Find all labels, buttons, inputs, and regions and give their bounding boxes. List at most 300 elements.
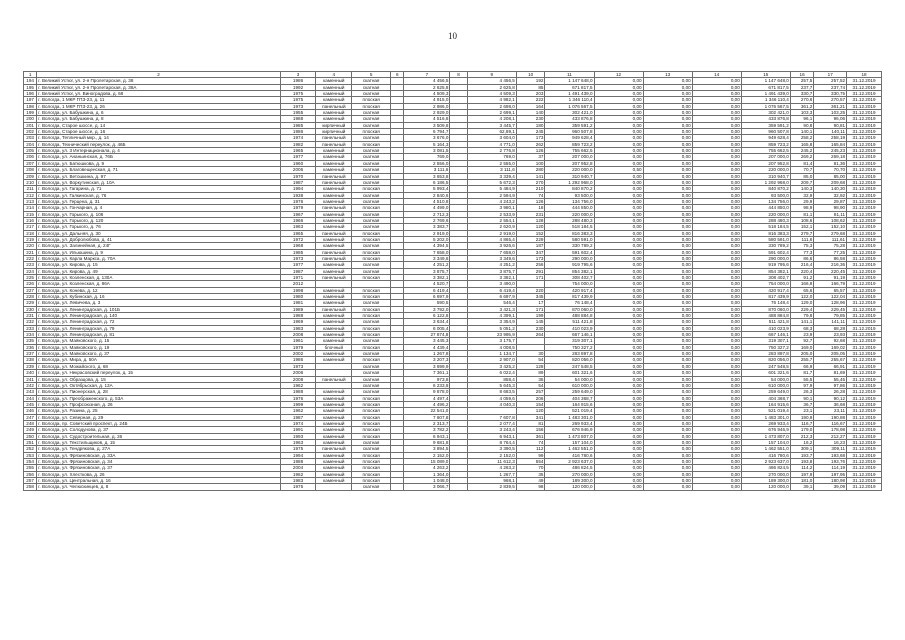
cell-area-living: 7 607,8 (467, 414, 516, 420)
cell-cost: 840 870,2 (545, 186, 594, 192)
cell-wall-material: каменный (316, 91, 352, 97)
cell-col-17: 212,27 (814, 433, 847, 439)
cell-num: 196 (24, 91, 37, 97)
cell-col-12: 0,00 (594, 465, 643, 471)
cell-col-14: 0,00 (692, 148, 741, 154)
cell-area-living: 1 267,7 (467, 471, 516, 477)
cell-address: г. Вологда, ул. Судостроительная, д. 26 (37, 433, 280, 439)
cell-col-17: 96,06 (814, 116, 847, 122)
cell-area-living: 6 697,9 (467, 294, 516, 300)
cell-address: г. Великий Устюг, ул. Виноградова, д. 68 (37, 91, 280, 97)
cell-col-12: 0,00 (594, 110, 643, 116)
cell-cost: 671 817,5 (545, 84, 594, 90)
cell-col-12: 0,00 (594, 389, 643, 395)
cell-col-16: 140,1 (790, 129, 814, 135)
cell-num: 223 (24, 262, 37, 268)
cell-year: 1999 (280, 401, 316, 407)
cell-col-14: 0,00 (692, 319, 741, 325)
cell-year: 1963 (280, 439, 316, 445)
cell-area-total: 4 263,2 (404, 465, 450, 471)
cell-col-13: 0,00 (643, 452, 692, 458)
cell-col-13: 0,00 (643, 427, 692, 433)
cell-year: 2008 (280, 376, 316, 382)
cell-col-14: 0,00 (692, 249, 741, 255)
cell-col-17: 39,09 (814, 484, 847, 490)
cell-cost: 1 346 110,4 (545, 97, 594, 103)
cell-residents: 89 (516, 370, 545, 376)
cell-area-living: 4 865,4 (467, 236, 516, 242)
cell-year: 1994 (280, 452, 316, 458)
cell-col-13: 0,00 (643, 97, 692, 103)
cell-roof-type: скатная (352, 224, 391, 230)
cell-col-13: 0,00 (643, 186, 692, 192)
cell-total-cost: 1 462 551,0 (741, 446, 790, 452)
cell-year: 2006 (280, 370, 316, 376)
cell-col-17: 81,69 (814, 370, 847, 376)
cell-total-cost: 404 368,7 (741, 395, 790, 401)
building-register-table (23, 71, 882, 491)
cell-col-16: 111,6 (790, 236, 814, 242)
cell-date: 31.12.2019 (847, 103, 882, 109)
cell-area-living: 1 134,7 (467, 351, 516, 357)
cell-area-total: 590,5 (404, 300, 450, 306)
cell-roof-type: скатная (352, 91, 391, 97)
cell-total-cost: 840 870,2 (741, 186, 790, 192)
cell-address: г. Вологда, ул. 3 Интернационала, д. 4 (37, 148, 280, 154)
cell-date: 31.12.2019 (847, 192, 882, 198)
cell-residents: 81 (516, 420, 545, 426)
cell-total-cost: 919 795,6 (741, 262, 790, 268)
cell-col-17: 75,28 (814, 243, 847, 249)
cell-date: 31.12.2019 (847, 458, 882, 464)
cell-year: 1998 (280, 287, 316, 293)
cell-address: г. Вологда, пр. Советский проспект, д. 24Б (37, 420, 280, 426)
cell-total-cost: 420 917,4 (741, 287, 790, 293)
column-number: 14 (692, 72, 741, 78)
cell-roof-type: скатная (352, 268, 391, 274)
cell-col-14: 0,00 (692, 129, 741, 135)
cell-roof-type: скатная (352, 84, 391, 90)
cell-col-13: 0,00 (643, 198, 692, 204)
cell-col-13: 0,00 (643, 110, 692, 116)
cell-wall-material: панельный (316, 376, 352, 382)
cell-wall-material: панельный (316, 306, 352, 312)
cell-col-12: 0,00 (594, 427, 643, 433)
cell-col-14: 0,00 (692, 141, 741, 147)
cell-col-16: 245,2 (790, 148, 814, 154)
cell-date: 31.12.2019 (847, 243, 882, 249)
cell-roof-type: скатная (352, 446, 391, 452)
cell-col-14: 0,00 (692, 484, 741, 490)
cell-col-12: 0,00 (594, 420, 643, 426)
cell-residents: 341 (516, 414, 545, 420)
cell-total-cost: 521 019,4 (741, 408, 790, 414)
cell-wall-material: каменный (316, 420, 352, 426)
cell-col-13: 0,00 (643, 160, 692, 166)
cell-col-12: 0,00 (594, 439, 643, 445)
cell-col-17: 86,58 (814, 255, 847, 261)
cell-col-17: 255,67 (814, 357, 847, 363)
cell-col-14: 0,00 (692, 465, 741, 471)
cell-area-living: 3 604,0 (467, 135, 516, 141)
cell-col-12: 0,00 (594, 97, 643, 103)
cell-total-cost: 207 000,0 (741, 154, 790, 160)
cell-address: г. Вологда, ул. Некрасовский переулок, д. 15 (37, 370, 280, 376)
cell-wall-material: каменный (316, 78, 352, 84)
cell-area-total: 2 712,3 (404, 211, 450, 217)
cell-num: 203 (24, 135, 37, 141)
cell-area-total: 7 361,1 (404, 370, 450, 376)
cell-cost: 290 000,0 (545, 255, 594, 261)
cell-area-total: 2 152,0 (404, 452, 450, 458)
cell-wall-material: кирпичный (316, 129, 352, 135)
cell-roof-type: плоская (352, 471, 391, 477)
cell-address: г. Вологда, ул. Ленинградская, д. 101Б (37, 306, 280, 312)
cell-cost: 288 480,3 (545, 217, 594, 223)
cell-num: 204 (24, 141, 37, 147)
cell-address: г. Вологда, ул. Тендрякова, д. 27А (37, 446, 280, 452)
cell-residents: 180 (516, 122, 545, 128)
cell-residents: 99 (516, 452, 545, 458)
cell-col-14: 0,00 (692, 224, 741, 230)
cell-area-living: 6 022,4 (467, 370, 516, 376)
cell-col-17: 81,36 (814, 160, 847, 166)
cell-col-17: 114,19 (814, 465, 847, 471)
cell-wall-material: панельный (316, 179, 352, 185)
cell-area-total: 3 349,6 (404, 255, 450, 261)
cell-roof-type: скатная (352, 110, 391, 116)
cell-wall-material: каменный (316, 236, 352, 242)
cell-col-16: 23,1 (790, 408, 814, 414)
cell-col-13: 0,00 (643, 338, 692, 344)
cell-area-total: 973,8 (404, 376, 450, 382)
cell-cost: 259 649,0 (545, 389, 594, 395)
cell-area-total: 4 516,8 (404, 116, 450, 122)
cell-date: 31.12.2019 (847, 465, 882, 471)
cell-col-12: 0,00 (594, 363, 643, 369)
cell-num: 195 (24, 84, 37, 90)
cell-cost: 310 940,7 (545, 173, 594, 179)
cell-col-16: 166,8 (790, 281, 814, 287)
cell-cost: 164 915,6 (545, 401, 594, 407)
cell-address: г. Вологда, Старое шоссе, д. 14 (37, 122, 280, 128)
cell-date: 31.12.2019 (847, 110, 882, 116)
cell-col-12: 0,00 (594, 458, 643, 464)
cell-cost: 302 421,0 (545, 110, 594, 116)
cell-col-12: 0,00 (594, 325, 643, 331)
cell-residents: 187 (516, 243, 545, 249)
cell-area-living: 4 982,1 (467, 97, 516, 103)
cell-cost: 580 591,0 (545, 236, 594, 242)
cell-col-12: 0,00 (594, 294, 643, 300)
cell-date: 31.12.2019 (847, 325, 882, 331)
cell-total-cost: 1 292 968,0 (741, 179, 790, 185)
cell-wall-material: блочный (316, 344, 352, 350)
cell-roof-type: скатная (352, 148, 391, 154)
cell-col-16: 55,5 (790, 376, 814, 382)
cell-cost: 157 104,0 (545, 439, 594, 445)
cell-wall-material: каменный (316, 160, 352, 166)
cell-wall-material: панельный (316, 173, 352, 179)
cell-col-13: 0,00 (643, 446, 692, 452)
cell-col-14: 0,00 (692, 110, 741, 116)
cell-num: 222 (24, 255, 37, 261)
cell-col-13: 0,00 (643, 357, 692, 363)
cell-num: 245 (24, 401, 37, 407)
cell-date: 31.12.2019 (847, 211, 882, 217)
cell-date: 31.12.2019 (847, 351, 882, 357)
cell-col-17: 193,68 (814, 452, 847, 458)
cell-area-total: 3 066,7 (404, 484, 450, 490)
cell-residents: 164 (516, 103, 545, 109)
cell-num: 249 (24, 427, 37, 433)
cell-address: г. Вологда, ул. Ветошкина, д. 97 (37, 173, 280, 179)
cell-num: 255 (24, 465, 37, 471)
cell-col-13: 0,00 (643, 91, 692, 97)
cell-address: г. Вологда, ул. Пионерская, д. 28 (37, 389, 280, 395)
cell-col-13: 0,00 (643, 351, 692, 357)
cell-area-total: 2 929,0 (404, 110, 450, 116)
cell-wall-material: каменный (316, 395, 352, 401)
cell-col-17: 220,45 (814, 268, 847, 274)
cell-num: 207 (24, 160, 37, 166)
cell-col-14: 0,00 (692, 116, 741, 122)
cell-total-cost: 310 940,7 (741, 173, 790, 179)
cell-cost: 667 146,1 (545, 332, 594, 338)
cell-col-14: 0,00 (692, 389, 741, 395)
cell-roof-type: плоская (352, 236, 391, 242)
cell-area-living: 3 111,6 (467, 167, 516, 173)
cell-col-14: 0,00 (692, 78, 741, 84)
cell-address: г. Вологда, ул. Козленская, д. 86А (37, 281, 280, 287)
cell-total-cost: 1 483 301,0 (741, 414, 790, 420)
cell-wall-material (316, 484, 352, 490)
cell-col-16: 181,0 (790, 478, 814, 484)
cell-area-total: 22 541,0 (404, 408, 450, 414)
cell-col-13: 0,00 (643, 376, 692, 382)
cell-col-13: 0,00 (643, 255, 692, 261)
cell-col-17: 26,28 (814, 389, 847, 395)
cell-col-16: 279,7 (790, 230, 814, 236)
cell-area-living: 546,4 (467, 300, 516, 306)
cell-wall-material: каменный (316, 433, 352, 439)
cell-residents: 85 (516, 84, 545, 90)
cell-address: г. Вологда, ул. Ленинградская, д. 140 (37, 313, 280, 319)
cell-col-16: 193,7 (790, 452, 814, 458)
cell-area-living: 4 008,5 (467, 344, 516, 350)
cell-col-13: 0,00 (643, 262, 692, 268)
cell-address: г. Вологда, ул. Преображенского, д. 53А (37, 395, 280, 401)
cell-col-16: 152,1 (790, 224, 814, 230)
cell-total-cost: 667 146,1 (741, 332, 790, 338)
cell-wall-material: каменный (316, 148, 352, 154)
cell-year: 1979 (280, 205, 316, 211)
cell-col-12: 0,00 (594, 313, 643, 319)
cell-col-17: 108,62 (814, 217, 847, 223)
cell-wall-material: кирпичный (316, 122, 352, 128)
cell-wall-material: каменный (316, 319, 352, 325)
cell-total-cost: 1 346 110,4 (741, 97, 790, 103)
cell-area-total: 2 769,6 (404, 217, 450, 223)
cell-residents: 140 (516, 110, 545, 116)
cell-area-living: 3 339,4 (467, 173, 516, 179)
cell-date: 31.12.2019 (847, 116, 882, 122)
cell-cost: 420 917,4 (545, 287, 594, 293)
cell-area-living: 3 382,1 (467, 275, 516, 281)
cell-area-living: 2 698,0 (467, 103, 516, 109)
cell-col-13: 0,00 (643, 173, 692, 179)
cell-wall-material: каменный (316, 471, 352, 477)
cell-total-cost: 220 000,0 (741, 211, 790, 217)
cell-address: г. Вологда, ул. Гончарная, д. 4 (37, 205, 280, 211)
cell-area-total: 4 394,5 (404, 243, 450, 249)
cell-roof-type: скатная (352, 173, 391, 179)
cell-total-cost: 511 421,8 (741, 319, 790, 325)
cell-col-17: 23,11 (814, 408, 847, 414)
cell-wall-material: каменный (316, 287, 352, 293)
cell-cost: 486 824,5 (545, 465, 594, 471)
cell-year: 1982 (280, 141, 316, 147)
cell-col-12: 0,00 (594, 319, 643, 325)
cell-area-total: 6 943,1 (404, 433, 450, 439)
cell-col-13: 0,00 (643, 103, 692, 109)
cell-total-cost: 319 307,1 (741, 338, 790, 344)
cell-col-13: 0,00 (643, 370, 692, 376)
cell-col-12: 0,00 (594, 338, 643, 344)
cell-date: 31.12.2019 (847, 376, 882, 382)
cell-roof-type: скатная (352, 439, 391, 445)
cell-roof-type: скатная (352, 243, 391, 249)
cell-num: 236 (24, 344, 37, 350)
cell-year: 1967 (280, 211, 316, 217)
cell-total-cost: 120 000,0 (741, 484, 790, 490)
cell-total-cost: 54 000,0 (741, 376, 790, 382)
cell-total-cost: 817 439,9 (741, 294, 790, 300)
cell-area-living: 2 152,0 (467, 452, 516, 458)
cell-year: 1975 (280, 97, 316, 103)
cell-col-12: 0,00 (594, 217, 643, 223)
cell-date: 31.12.2019 (847, 370, 882, 376)
cell-date: 31.12.2019 (847, 420, 882, 426)
cell-residents: 171 (516, 275, 545, 281)
cell-col-14: 0,00 (692, 452, 741, 458)
cell-area-total: 2 556,0 (404, 160, 450, 166)
cell-area-living: 11 612,3 (467, 458, 516, 464)
cell-num: 252 (24, 446, 37, 452)
cell-roof-type: скатная (352, 198, 391, 204)
column-number: 10 (516, 72, 545, 78)
cell-col-16: 86,6 (790, 255, 814, 261)
cell-col-13: 0,00 (643, 389, 692, 395)
cell-total-cost: 330 789,2 (741, 243, 790, 249)
cell-num: 201 (24, 122, 37, 128)
cell-col-12: 0,00 (594, 287, 643, 293)
cell-date: 31.12.2019 (847, 97, 882, 103)
cell-wall-material: каменный (316, 439, 352, 445)
cell-col-14: 0,00 (692, 420, 741, 426)
cell-col-14: 0,00 (692, 230, 741, 236)
cell-num: 221 (24, 249, 37, 255)
cell-col-13: 0,00 (643, 116, 692, 122)
cell-year: 1991 (280, 427, 316, 433)
cell-roof-type: плоская (352, 97, 391, 103)
cell-roof-type: плоская (352, 458, 391, 464)
cell-col-12: 0,00 (594, 446, 643, 452)
cell-col-16: 212,3 (790, 433, 814, 439)
cell-col-13: 0,00 (643, 408, 692, 414)
cell-col-14: 0,00 (692, 446, 741, 452)
cell-area-total: 6 122,8 (404, 313, 450, 319)
cell-col-13: 0,00 (643, 395, 692, 401)
cell-col-12: 0,00 (594, 211, 643, 217)
cell-year: 1979 (280, 344, 316, 350)
cell-col-12: 0,00 (594, 395, 643, 401)
cell-col-13: 0,00 (643, 154, 692, 160)
cell-num: 219 (24, 236, 37, 242)
cell-cost: 1 147 648,0 (545, 78, 594, 84)
cell-residents: 291 (516, 268, 545, 274)
cell-col-14: 0,00 (692, 471, 741, 477)
cell-residents: 199 (516, 313, 545, 319)
cell-col-12: 0,00 (594, 478, 643, 484)
cell-area-total: 2 986,0 (404, 103, 450, 109)
cell-num: 238 (24, 357, 37, 363)
cell-cost: 269 933,4 (545, 420, 594, 426)
cell-num: 242 (24, 382, 37, 388)
cell-address: г. Вологда, ул. Текстильщиков, д. 15 (37, 439, 280, 445)
cell-col-13: 0,00 (643, 363, 692, 369)
cell-area-living: 4 399,1 (467, 313, 516, 319)
cell-num: 229 (24, 300, 37, 306)
cell-address: г. Вологда, ул. Маяковского, д. 37 (37, 351, 280, 357)
cell-col-16: 165,8 (790, 141, 814, 147)
cell-address: г. Вологда, ул. Можайского, д. 68 (37, 363, 280, 369)
cell-wall-material: панельный (316, 275, 352, 281)
cell-area-living: 3 445,7 (467, 122, 516, 128)
cell-area-living: 2 077,4 (467, 420, 516, 426)
cell-date: 31.12.2019 (847, 332, 882, 338)
cell-date: 31.12.2019 (847, 363, 882, 369)
cell-address: г. Вологда, ул. Батюшкова, д. 9 (37, 160, 280, 166)
cell-date: 31.12.2019 (847, 313, 882, 319)
cell-year: 1938 (280, 192, 316, 198)
cell-col-16: 361,2 (790, 103, 814, 109)
cell-date: 31.12.2019 (847, 262, 882, 268)
cell-area-total: 4 251,2 (404, 262, 450, 268)
cell-area-total: 3 634,4 (404, 319, 450, 325)
cell-total-cost: 610 000,0 (741, 382, 790, 388)
cell-wall-material: каменный (316, 154, 352, 160)
cell-area-living: 23 995,9 (467, 332, 516, 338)
cell-col-16: 65,6 (790, 287, 814, 293)
cell-address: г. Вологда, ул. Гагарина, д. 71 (37, 186, 280, 192)
cell-residents: 173 (516, 255, 545, 261)
cell-cost: 591 602,4 (545, 249, 594, 255)
cell-year: 1962 (280, 382, 316, 388)
cell-col-17: 141,11 (814, 319, 847, 325)
cell-col-16: 220,4 (790, 268, 814, 274)
cell-roof-type: скатная (352, 192, 391, 198)
cell-col-16: 141,1 (790, 319, 814, 325)
cell-col-17: 330,75 (814, 91, 847, 97)
cell-total-cost: 676 946,9 (741, 427, 790, 433)
cell-col-16: 97,9 (790, 382, 814, 388)
column-number: 7 (404, 72, 450, 78)
column-number: 2 (37, 72, 280, 78)
cell-area-total: 2 919,0 (404, 230, 450, 236)
cell-col-12: 0,00 (594, 414, 643, 420)
cell-total-cost: 134 756,0 (741, 198, 790, 204)
